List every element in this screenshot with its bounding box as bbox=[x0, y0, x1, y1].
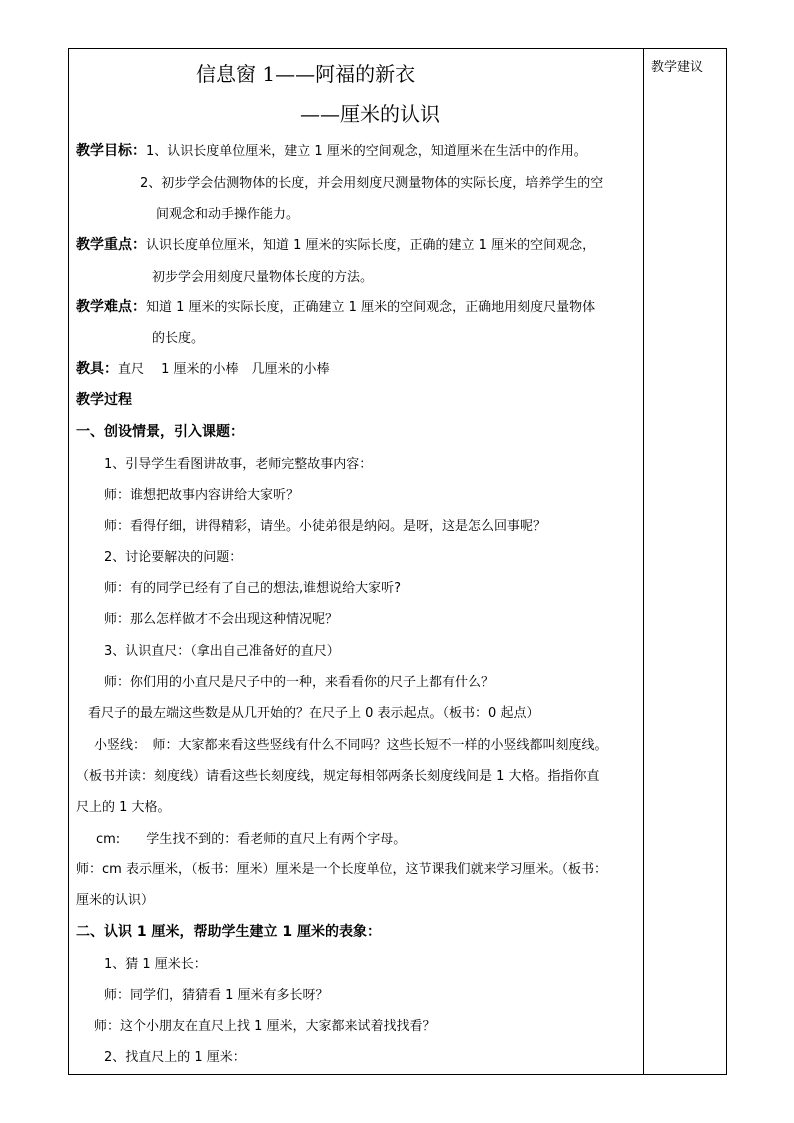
s1-line-12: 尺上的 1 大格。 bbox=[76, 800, 171, 815]
section-2-heading: 二、认识 1 厘米，帮助学生建立 1 厘米的表象： bbox=[76, 924, 381, 940]
s1-line-13: cm: 学生找不到的：看老师的直尺上有两个字母。 bbox=[96, 832, 407, 847]
s1-line-3: 师：看得仔细，讲得精彩，请坐。小徒弟很是纳闷。是呀，这是怎么回事呢？ bbox=[104, 519, 547, 534]
s1-line-5: 师：有的同学已经有了自己的想法,谁想说给大家听? bbox=[104, 581, 402, 596]
goal-text-1: 1、认识长度单位厘米，建立 1 厘米的空间观念，知道厘米在生活中的作用。 bbox=[146, 144, 587, 159]
s2-line-2: 师：同学们，猜猜看 1 厘米有多长呀？ bbox=[104, 988, 329, 1003]
s2-line-3: 师：这个小朋友在直尺上找 1 厘米，大家都来试着找找看？ bbox=[94, 1019, 436, 1034]
tools-line bbox=[76, 358, 330, 378]
goal-line-2: 2、初步学会估测物体的长度，并会用刻度尺测量物体的实际长度，培养学生的空 bbox=[140, 176, 604, 191]
s1-line-1: 1、引导学生看图讲故事，老师完整故事内容： bbox=[104, 457, 373, 472]
goal-line-1 bbox=[76, 140, 587, 160]
lesson-subtitle: ——厘米的认识 bbox=[300, 102, 440, 126]
column-divider bbox=[643, 48, 644, 1075]
side-column-title: 教学建议 bbox=[651, 60, 704, 75]
s1-line-15: 厘米的认识） bbox=[76, 893, 155, 908]
lesson-title: 信息窗 1——阿福的新衣 bbox=[196, 62, 416, 86]
s1-line-8: 师：你们用的小直尺是尺子中的一种，来看看你的尺子上都有什么？ bbox=[104, 675, 495, 690]
process-heading: 教学过程 bbox=[76, 392, 132, 408]
s2-line-1: 1、猜 1 厘米长： bbox=[104, 957, 207, 972]
s1-line-4: 2、讨论要解决的问题： bbox=[104, 550, 243, 565]
key-label: 教学重点： bbox=[76, 237, 146, 253]
key-text-1: 认识长度单位厘米，知道 1 厘米的实际长度，正确的建立 1 厘米的空间观念， bbox=[146, 238, 596, 253]
key-line-1 bbox=[76, 234, 595, 254]
s1-line-6: 师：那么怎样做才不会出现这种情况呢？ bbox=[104, 612, 339, 627]
s1-line-9: 看尺子的最左端这些数是从几开始的？在尺子上 0 表示起点。（板书：0 起点） bbox=[88, 706, 540, 721]
s1-line-10: 小竖线： 师：大家都来看这些竖线有什么不同吗？这些长短不一样的小竖线都叫刻度线。 bbox=[94, 738, 608, 753]
difficulty-line-1 bbox=[76, 296, 595, 316]
difficulty-label: 教学难点： bbox=[76, 299, 146, 315]
section-1-heading: 一、创设情景，引入课题： bbox=[76, 424, 244, 440]
goal-label: 教学目标： bbox=[76, 143, 146, 159]
difficulty-text-1: 知道 1 厘米的实际长度，正确建立 1 厘米的空间观念，正确地用刻度尺量物体 bbox=[146, 300, 596, 315]
tools-text: 直尺 1 厘米的小棒 几厘米的小棒 bbox=[118, 362, 330, 377]
s1-line-2: 师：谁想把故事内容讲给大家听？ bbox=[104, 488, 300, 503]
s1-line-11: （板书并读：刻度线）请看这些长刻度线，规定每相邻两条长刻度线间是 1 大格。指指你直 bbox=[76, 769, 600, 784]
key-line-2: 初步学会用刻度尺量物体长度的方法。 bbox=[152, 270, 374, 285]
s1-line-14: 师：cm 表示厘米，（板书：厘米）厘米是一个长度单位，这节课我们就来学习厘米。（板书： bbox=[76, 862, 607, 877]
goal-line-3: 间观念和动手操作能力。 bbox=[156, 207, 300, 222]
s1-line-7: 3、认识直尺：（拿出自己准备好的直尺） bbox=[104, 644, 340, 659]
s2-line-4: 2、找直尺上的 1 厘米： bbox=[104, 1050, 246, 1065]
difficulty-line-2: 的长度。 bbox=[152, 331, 205, 346]
tools-label: 教具： bbox=[76, 361, 118, 377]
